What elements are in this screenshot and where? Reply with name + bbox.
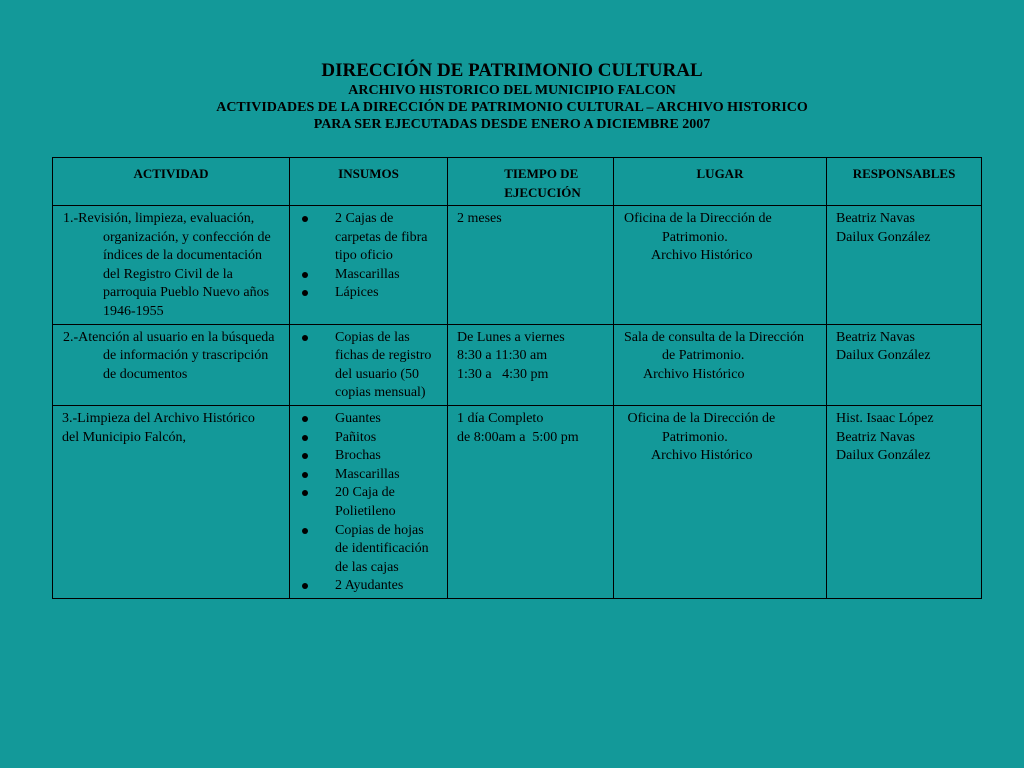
document-header [0,60,1024,133]
lugar-line: Archivo Histórico [643,366,745,382]
table-row [53,405,982,598]
actividad-line: del Municipio Falcón, [62,429,187,445]
table-header-row [53,158,982,206]
tiempo-line: 8:30 a 11:30 am [457,348,548,364]
insumo-item: Pañitos [299,429,438,448]
tiempo-line: 1 día Completo [457,410,544,426]
cell-lugar [614,405,827,598]
cell-responsables [827,206,982,325]
column-header-insumos: INSUMOS [290,158,448,206]
cell-insumos [290,206,448,325]
cell-actividad: 1.-Revisión, limpieza, evaluación, organización, y confección de índices de la documentación del Registro Civil de la parroquia Pueblo Nuevo años 1946-1955 [53,206,290,325]
lugar-line: Sala de consulta de la Dirección de Patrimonio. [624,329,804,364]
insumo-item: 2 Ayudantes [299,577,438,596]
cell-actividad [53,405,290,598]
lugar-line: Archivo Histórico [651,248,753,264]
column-header-tiempo-line1: TIEMPO DE [504,166,579,181]
cell-responsables [827,324,982,405]
cell-insumos [290,405,448,598]
column-header-lugar: LUGAR [614,158,827,206]
responsable-name: Dailux González [836,348,931,364]
column-header-tiempo [448,158,614,206]
insumo-item: Mascarillas [299,466,438,485]
responsable-name: Hist. Isaac López [836,410,934,426]
insumo-item: Copias de las fichas de registro del usuario (50 copias mensual) [299,329,438,403]
document-period-line: PARA SER EJECUTADAS DESDE ENERO A DICIEMBRE 2007 [313,117,711,132]
cell-tiempo [448,405,614,598]
lugar-line: Archivo Histórico [651,448,753,464]
tiempo-line: de 8:00am a 5:00 pm [457,429,579,445]
cell-tiempo [448,324,614,405]
activities-table [52,157,982,599]
actividad-line: 3.-Limpieza del Archivo Histórico [62,410,255,426]
lugar-line: Oficina de la Dirección de Patrimonio. [624,211,772,245]
cell-tiempo [448,206,614,325]
table-row [53,206,982,325]
insumo-item: Copias de hojas de identificación de las cajas [299,522,438,578]
column-header-tiempo-line2: EJECUCIÓN [504,184,581,200]
tiempo-line: 2 meses [457,211,502,226]
insumo-item: Lápices [299,284,438,303]
cell-lugar [614,324,827,405]
document-subtitle: ARCHIVO HISTORICO DEL MUNICIPIO FALCON [348,83,676,98]
responsable-name: Beatriz Navas [836,211,915,226]
column-header-actividad: ACTIVIDAD [53,158,290,206]
document-activities-line: ACTIVIDADES DE LA DIRECCIÓN DE PATRIMONIO CULTURAL – ARCHIVO HISTORICO [216,100,808,115]
tiempo-line: 1:30 a 4:30 pm [457,366,549,382]
cell-actividad: 2.-Atención al usuario en la búsqueda de información y trascripción de documentos [53,324,290,405]
document-title: DIRECCIÓN DE PATRIMONIO CULTURAL [321,60,703,81]
insumo-item: 2 Cajas de carpetas de fibra tipo oficio [299,210,438,266]
column-header-responsables: RESPONSABLES [827,158,982,206]
lugar-line: Oficina de la Dirección de Patrimonio. [624,410,779,445]
cell-insumos [290,324,448,405]
cell-lugar [614,206,827,325]
insumo-item: 20 Caja de Polietileno [299,484,438,521]
responsable-name: Beatriz Navas [836,429,915,445]
responsable-name: Dailux González [836,448,931,464]
responsable-name: Beatriz Navas [836,329,915,345]
tiempo-line: De Lunes a viernes [457,329,565,345]
insumo-item: Guantes [299,410,438,429]
table-row [53,324,982,405]
insumo-item: Mascarillas [299,266,438,285]
cell-responsables [827,405,982,598]
insumo-item: Brochas [299,447,438,466]
responsable-name: Dailux González [836,229,931,245]
